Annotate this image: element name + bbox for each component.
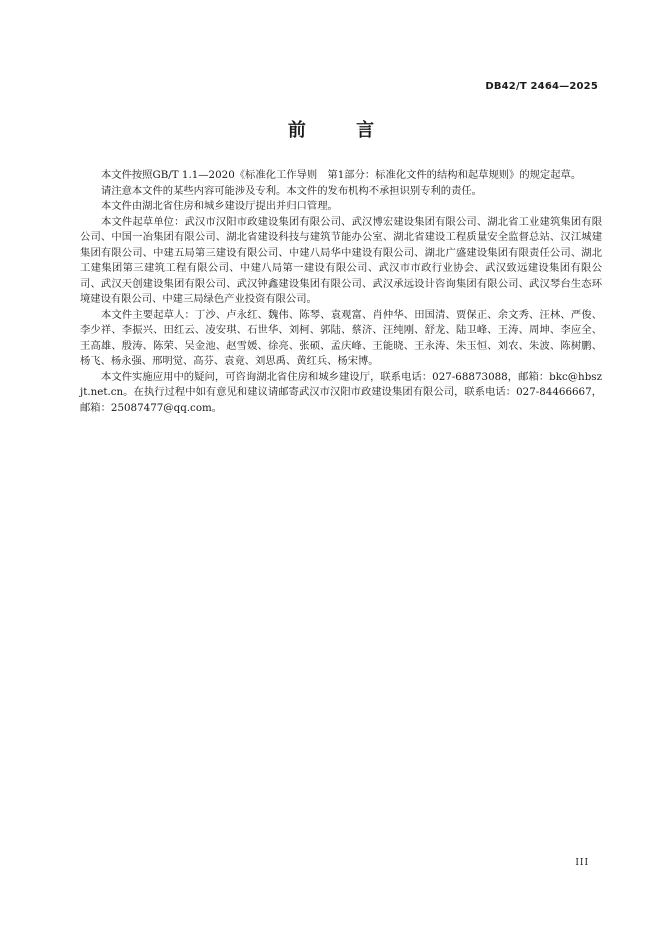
paragraph-drafters: 本文件主要起草人：丁沙、卢永红、魏伟、陈琴、袁观富、肖仲华、田国清、贾保正、余文秀、汪林、严俊、李少祥、李振兴、田红云、凌安琪、石世华、刘柯、郭陆、蔡济、汪纯刚、舒龙、陆卫峰、王涛、周坤、李应全、王高雄、殷涛、陈荣、吴金池、赵雪媛、徐亮、张硕、孟庆峰、王能晓、王永涛、朱玉恒、刘农、朱波、陈树鹏、杨飞、杨永强、邢明觉、高芬、袁竟、刘思禹、黄红兵、杨宋博。 (80, 308, 602, 367)
paragraph-contact: 本文件实施应用中的疑问，可咨询湖北省住房和城乡建设厅，联系电话：027-68873088，邮箱：bkc@hbszjt.net.cn。在执行过程中如有意见和建议请邮寄武汉市汉阳市政建设集团有限公司，联系电话：027-84466667，邮箱：25087477@qq.com。 (80, 370, 602, 414)
page-title: 前 言 (287, 120, 397, 141)
paragraph-drafting-rules: 本文件按照GB/T 1.1—2020《标准化工作导则 第1部分：标准化文件的结构和起草规则》的规定起草。 (101, 169, 582, 181)
page-number: III (575, 858, 589, 868)
document-code: DB42/T 2464—2025 (485, 81, 598, 92)
foreword-body (80, 168, 602, 416)
paragraph-proposer: 本文件由湖北省住房和城乡建设厅提出并归口管理。 (101, 200, 338, 212)
paragraph-drafting-units: 本文件起草单位：武汉市汉阳市政建设集团有限公司、武汉博宏建设集团有限公司、湖北省工业建筑集团有限公司、中国一冶集团有限公司、湖北省建设科技与建筑节能办公室、湖北省建设工程质量安全监督总站、汉江城建集团有限公司、中建五局第三建设有限公司、中建八局华中建设有限公司、湖北广盛建设集团有限责任公司、湖北工建集团第三建筑工程有限公司、中建八局第一建设有限公司、武汉市市政行业协会、武汉致远建设集团有限公司、武汉天创建设集团有限公司、武汉钟鑫建设集团有限公司、武汉承远设计咨询集团有限公司、武汉琴台生态环境建设有限公司、中建三局绿色产业投资有限公司。 (80, 215, 602, 305)
paragraph-patent-notice: 请注意本文件的某些内容可能涉及专利。本文件的发布机构不承担识别专利的责任。 (101, 184, 482, 197)
